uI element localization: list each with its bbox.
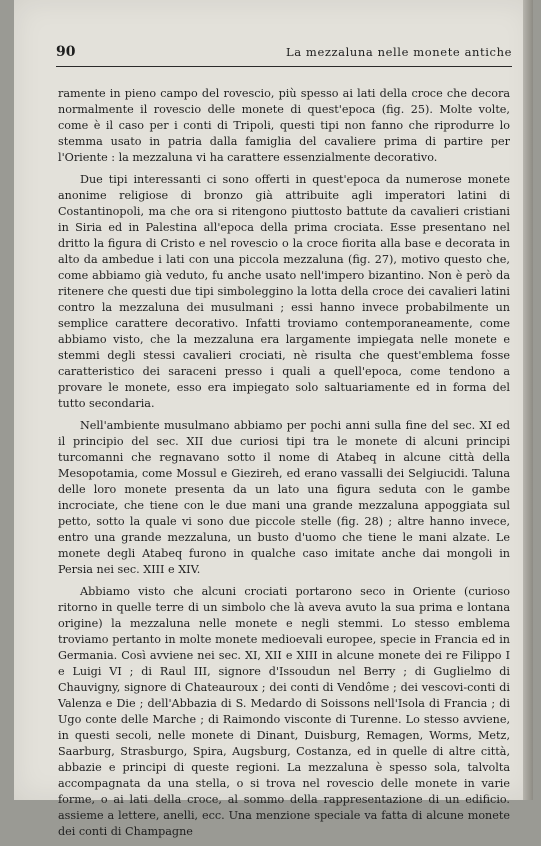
- paragraph-3: Nell'ambiente musulmano abbiamo per pochi anni sulla fine del sec. XI ed il principio del sec. XII due curiosi tipi tra le monete di alcuni principi turcomanni che regnavano sotto il nome di Atabeq in alcune città della Mesopotamia, come Mossul e Giezireh, ed erano vassalli dei Selgiucidi. Taluna delle loro monete presenta da un lato una figura seduta con le gambe incrociate, che tiene con le due mani una grande mezzaluna appoggiata sul petto, sotto la quale vi sono due piccole stelle (fig. 28) ; altre hanno invece, entro una grande mezzaluna, un busto d'uomo che tiene le mani alzate. Le monete degli Atabeq furono in qualche caso imitate anche dai mongoli in Persia nei sec. XIII e XIV.: [58, 419, 510, 576]
- page-number: 90: [56, 44, 76, 60]
- running-title: La mezzaluna nelle monete antiche: [285, 45, 512, 59]
- page-spine-shadow: [523, 0, 533, 800]
- paragraph-4: Abbiamo visto che alcuni crociati portarono seco in Oriente (curioso ritorno in quelle terre di un simbolo che là aveva avuto la sua prima e lontana origine) la mezzaluna nelle monete e negli stemmi. Lo stesso emblema troviamo pertanto in molte monete medioevali europee, specie in Francia ed in Germania. Così avviene nei sec. XI, XII e XIII in alcune monete dei re Filippo I e Luigi VI ; di Raul III, signore d'Issoudun nel Berry ; di Guglielmo di Chauvigny, signore di Chateauroux ; dei conti di Vendôme ; dei vescovi-conti di Valenza e Die ; dell'Abbazia di S. Medardo di Soissons nell'Isola di Francia ; di Ugo conte delle Marche ; di Raimondo visconte di Turenne. Lo stesso avviene, in questi secoli, nelle monete di Dinant, Duisburg, Remagen, Worms, Metz, Saarburg, Strasburgo, Spira, Augsburg, Costanza, ed in quelle di altre città, abbazie e principi di queste regioni. La mezzaluna è spesso sola, talvolta accompagnata da una stella, o si trova nel rovescio delle monete in varie forme, o ai lati della croce, al sommo della rappresentazione di un edificio. assieme a lettere, anelli, ecc. Una menzione speciale va fatta di alcune monete dei conti di Champagne: [58, 585, 510, 838]
- paragraph-2: Due tipi interessanti ci sono offerti in quest'epoca da numerose monete anonime religiose di bronzo già attribuite agli imperatori latini di Costantinopoli, ma che ora si ritengono piuttosto battute da cavalieri cristiani in Siria ed in Palestina all'epoca della prima crociata. Esse presentano nel dritto la figura di Cristo e nel rovescio o la croce fiorita alla base e decorata in alto da ambedue i lati con una piccola mezzaluna (fig. 27), motivo questo che, come abbiamo già veduto, fu anche usato nell'impero bizantino. Non è però da ritenere che questi due tipi simboleggino la lotta della croce dei cavalieri latini contro la mezzaluna dei musulmani ; essi hanno invece probabilmente un semplice carattere decorativo. Infatti troviamo contemporaneamente, come abbiamo visto, che la mezzaluna era largamente impiegata nelle monete e stemmi degli stessi cavalieri crociati, nè risulta che quest'emblema fosse caratteristico dei saraceni presso i quali a quell'epoca, come tendono a provare le monete, esso era impiegato solo saltuariamente ed in forma del tutto secondaria.: [58, 173, 510, 410]
- paragraph-1: ramente in pieno campo del rovescio, più spesso ai lati della croce che decora normalmente il rovescio delle monete di quest'epoca (fig. 25). Molte volte, come è il caso per i conti di Tripoli, questi tipi non fanno che riprodurre lo stemma usato in patria dalla famiglia del cavaliere prima di partire per l'Oriente : la mezzaluna vi ha carattere essenzialmente decorativo.: [58, 87, 510, 164]
- body-text: [58, 86, 510, 846]
- page-header: [56, 42, 512, 67]
- book-page: [14, 0, 533, 838]
